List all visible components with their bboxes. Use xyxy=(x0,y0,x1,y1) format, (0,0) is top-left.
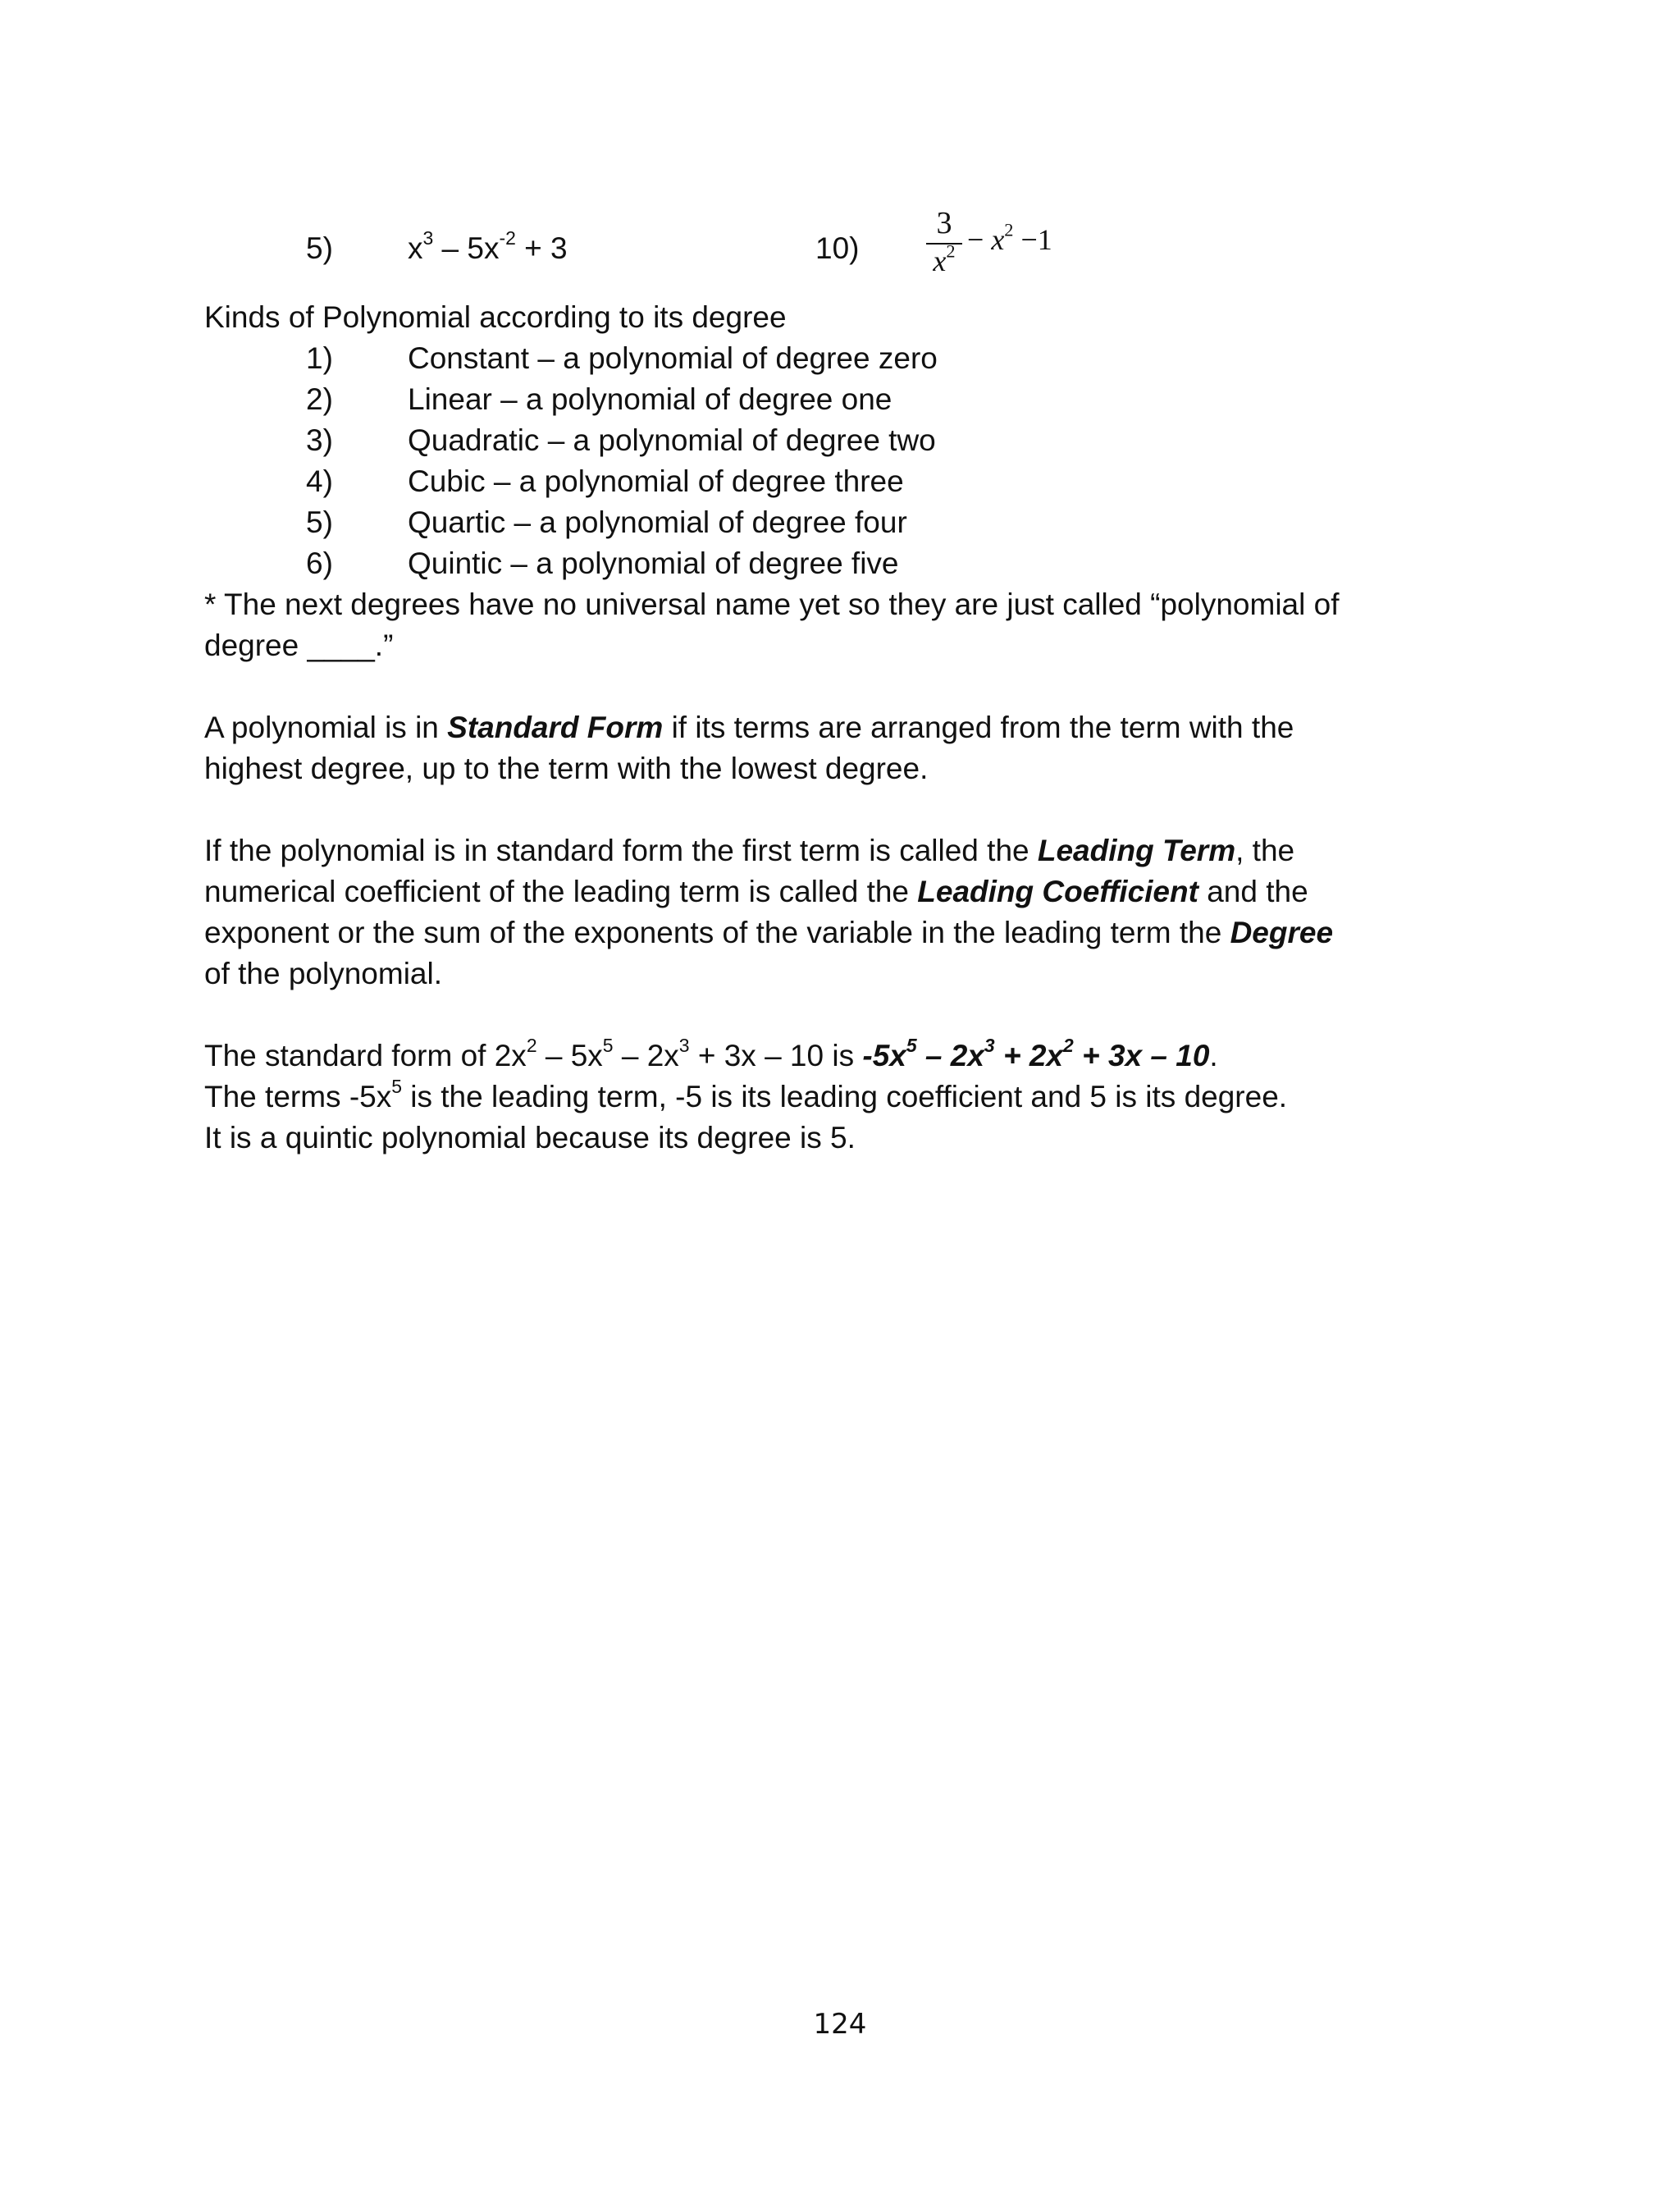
kinds-item-number: 1) xyxy=(306,341,333,375)
example-item-10-label: 10) xyxy=(815,231,860,265)
standard-form-line-1: A polynomial is in Standard Form if its terms are arranged from the term with the xyxy=(204,711,1294,744)
fraction-denominator: $x^2$ xyxy=(933,240,956,277)
kinds-item-text: Quadratic – a polynomial of degree two xyxy=(408,423,936,457)
leading-line-1: If the polynomial is in standard form the first term is called the Leading Term, the xyxy=(204,834,1295,867)
kinds-item-number: 3) xyxy=(306,423,333,457)
example-line-3: It is a quintic polynomial because its degree is 5. xyxy=(204,1121,856,1154)
example-item-5-expression: $x^3 - 5x^{-2} + 3$ xyxy=(408,226,568,265)
kinds-item-text: Quartic – a polynomial of degree four xyxy=(408,505,907,539)
kinds-heading: Kinds of Polynomial according to its degree xyxy=(204,300,787,334)
kinds-item-number: 5) xyxy=(306,505,333,539)
standard-form-result: $-5x^5 - 2x^3 + 2x^2 + 3x - 10$ xyxy=(862,1034,1210,1072)
kinds-note-line-1: * The next degrees have no universal name yet so they are just called “polynomial of xyxy=(204,588,1340,621)
example-item-5-label: 5) xyxy=(306,231,333,265)
fraction-numerator: 3 xyxy=(936,206,952,240)
kinds-item-text: Quintic – a polynomial of degree five xyxy=(408,546,899,580)
page-number: 124 xyxy=(813,2008,867,2041)
leading-line-3: exponent or the sum of the exponents of the variable in the leading term the Degree xyxy=(204,916,1334,949)
kinds-item-text: Constant – a polynomial of degree zero xyxy=(408,341,938,375)
standard-form-line-2: highest degree, up to the term with the lowest degree. xyxy=(204,752,929,785)
kinds-item-text: Cubic – a polynomial of degree three xyxy=(408,464,904,498)
kinds-item-number: 6) xyxy=(306,546,333,580)
example-line-2: The terms $-5x^5$ is the leading term, -5 is its leading coefficient and 5 is its degree. xyxy=(204,1075,1288,1113)
leading-term-term: Leading Term xyxy=(1037,834,1236,867)
example-line-1: The standard form of $2x^2 - 5x^5 - 2x^3 + 3x - 10$ is $-5x^5 - 2x^3 + 2x^2 + 3x - 10$. xyxy=(204,1034,1218,1072)
degree-term: Degree xyxy=(1230,916,1334,949)
leading-coefficient-term: Leading Coefficient xyxy=(917,875,1198,908)
expression-remainder: − $x^2 -1$ xyxy=(967,219,1052,256)
kinds-item-number: 4) xyxy=(306,464,333,498)
kinds-note-line-2: degree ____.” xyxy=(204,629,394,662)
leading-line-2: numerical coefficient of the leading term is called the Leading Coefficient and the xyxy=(204,875,1308,908)
kinds-item-text: Linear – a polynomial of degree one xyxy=(408,382,892,416)
standard-form-term: Standard Form xyxy=(447,711,664,744)
kinds-item-number: 2) xyxy=(306,382,333,416)
leading-line-4: of the polynomial. xyxy=(204,957,443,990)
example-item-10-expression xyxy=(926,207,1090,289)
